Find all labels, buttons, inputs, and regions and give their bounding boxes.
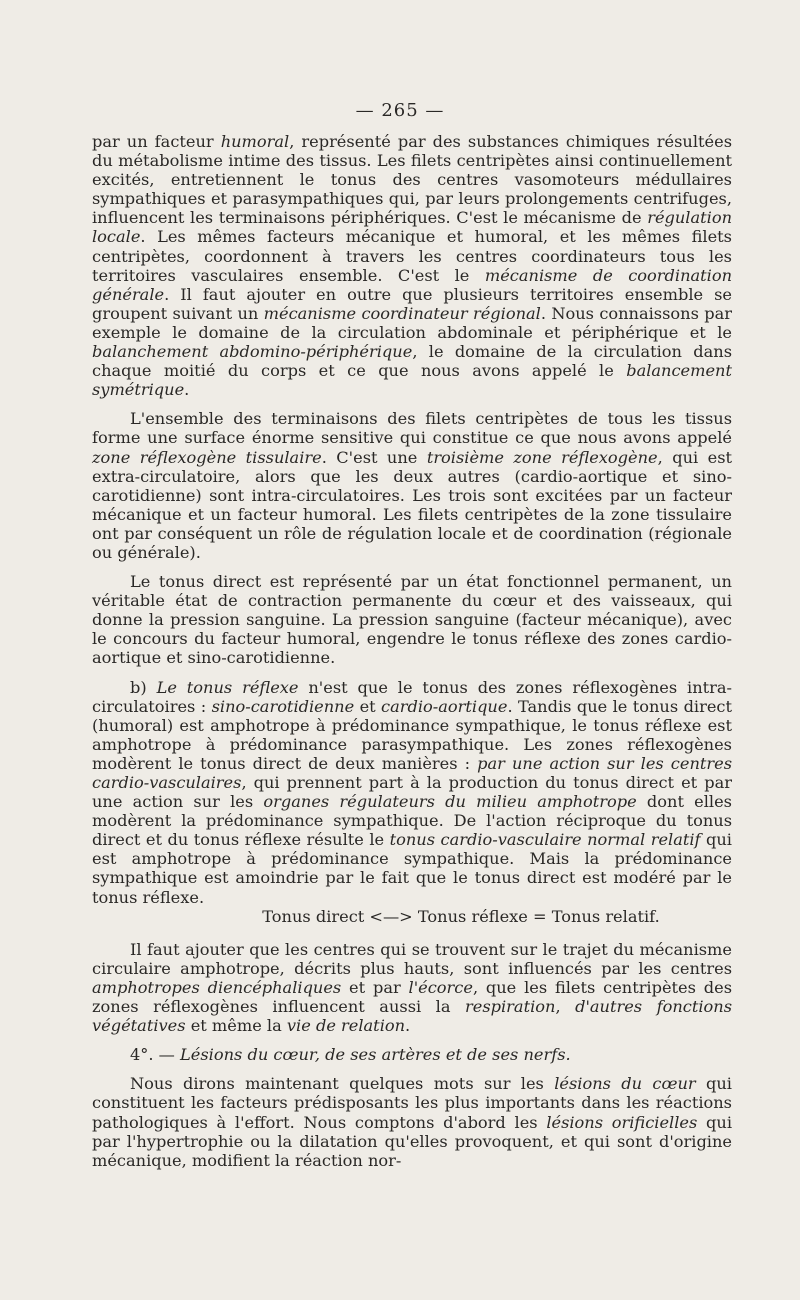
italic-term: sino-carotidienne [211,696,355,716]
text-run: par un facteur [92,132,221,151]
italic-term: zone réflexogène tissulaire [92,447,322,467]
italic-term: cardio-aortique [381,696,508,716]
text-run: qui est amphotrope à prédominance sympathique. Mais la prédominance sympathique est amoindrie par le fait que le tonus direct est modéré par le tonus réflexe. [92,830,732,907]
text-run: qui constituent les facteurs prédisposants les plus importants dans les réactions pathologiques à l'effort. Nous comptons d'abord les [92,1074,732,1132]
text-run: Le tonus direct est représenté par un état fonctionnel permanent, un véritable état de contraction permanente du cœur et des vaisseaux, qui donne la pression sanguine. La pression sanguine (facteur mécanique), avec le concours du facteur humoral, engendre le tonus réflexe des zones cardio-aortique et sino-carotidienne. [92,572,732,668]
paragraph-centres [92,940,732,1035]
text-run: , représenté par des substances chimiques résultées du métabolisme intime des tissus. Les filets centripètes ainsi continuellement excités, entretiennent le tonus des centres vasomoteurs médullaires sympathiques et parasympathiques qui, par leurs prolongements centrifuges, influencent les terminaisons périphériques. C'est le mécanisme de [92,132,732,228]
text-run: , que les filets centripètes des zones réflexogènes influencent aussi la [92,977,733,1017]
text-run: qui par l'hypertrophie ou la dilatation qu'elles provoquent, et qui sont d'origine mécanique, modifient la réaction nor- [92,1112,732,1170]
italic-term: lésions du cœur [554,1074,696,1094]
italic-term: d'autres fonctions végétatives [92,997,732,1036]
italic-term: lésions orificielles [546,1112,698,1132]
text-run: . Tandis que le tonus direct (humoral) est amphotrope à prédominance sympathique, le tonus réflexe est amphotrope à prédominance parasympathique. Les zones réflexogènes modèrent le tonus direct de deux manières : [92,696,732,773]
text-run: b) [130,677,157,697]
italic-term: tonus cardio-vasculaire normal relatif [389,830,701,850]
text-run: . Il faut ajouter en outre que plusieurs territoires ensemble se groupent suivant un [92,284,732,323]
italic-term: Le tonus réflexe [156,677,299,697]
paragraph-heart-lesions [92,1074,732,1169]
tonus-formula: Tonus direct <—> Tonus réflexe = Tonus relatif. [262,906,660,926]
text-run: , qui prennent part à la production du tonus direct et par une action sur les [92,773,732,812]
text-run: Il faut ajouter que les centres qui se trouvent sur le trajet du mécanisme circulaire amphotrope, décrits plus hauts, sont influencés par les centres [92,939,732,978]
text-run: , le domaine de la circulation dans chaque moitié du corps et ce que nous avons appelé le [92,342,732,381]
text-run: . [405,1016,411,1036]
paragraph-direct-tonus [92,572,732,667]
section-title: Lésions du cœur, de ses artères et de ses nerfs. [180,1045,571,1065]
italic-term: l'écorce [408,977,473,997]
italic-term: respiration [465,997,556,1017]
italic-term: troisième zone réflexogène [426,447,658,467]
italic-term: mécanisme de coordination générale [92,265,733,304]
italic-term: vie de relation [286,1016,406,1036]
paragraph-regulation [92,132,732,399]
text-run: et par [341,977,409,997]
text-run: . [184,380,190,400]
text-run: , qui est extra-circulatoire, alors que les deux autres (cardio-aortique et sino-carotidienne) sont intra-circulatoires. Les trois sont excitées par un facteur mécanique et un facteur humoral. Les filets centripètes de la zone tissulaire ont par conséquent un rôle de régulation locale et de coordination (régionale ou générale). [92,447,733,562]
page-number: — 265 — [355,100,445,121]
text-run: et même la [185,1016,287,1036]
text-run: L'ensemble des terminaisons des filets centripètes de tous les tissus forme une surface énorme sensitive qui constitue ce que nous avons appelé [92,409,732,448]
paragraph-reflex-tonus [92,678,732,907]
text-run: n'est que le tonus des zones réflexogènes intra-circulatoires : [92,677,733,716]
text-run: . C'est une [321,447,427,467]
section-number: 4°. — [130,1045,181,1065]
text-run: dont elles modèrent la prédominance sympathique. De l'action réciproque du tonus direct et du tonus réflexe résulte le [92,792,732,850]
italic-term: amphotropes diencéphaliques [92,977,342,997]
italic-term: balancement symétrique [92,361,732,400]
text-run: et [354,696,382,716]
section-heading [92,1045,732,1064]
italic-term: balanchement abdomino-périphérique [92,342,413,362]
text-run: . Nous connaissons par exemple le domaine de la circulation abdominale et périphérique et le [92,303,732,342]
body-text [92,132,732,1170]
italic-term: organes régulateurs du milieu amphotrope [263,792,637,812]
italic-term: humoral [220,132,290,151]
italic-term: mécanisme coordinateur régional [263,303,541,323]
italic-term: par une action sur les centres cardio-vasculaires [92,753,732,792]
text-run: Nous dirons maintenant quelques mots sur les [130,1074,555,1094]
text-run: , [555,997,576,1017]
italic-term: régulation locale [92,208,732,247]
paragraph-tissue-zone [92,409,732,562]
text-run: . Les mêmes facteurs mécanique et humoral, et les mêmes filets centripètes, coordonnent à travers les centres coordinateurs tous les territoires vasculaires ensemble. C'est le [92,227,732,285]
